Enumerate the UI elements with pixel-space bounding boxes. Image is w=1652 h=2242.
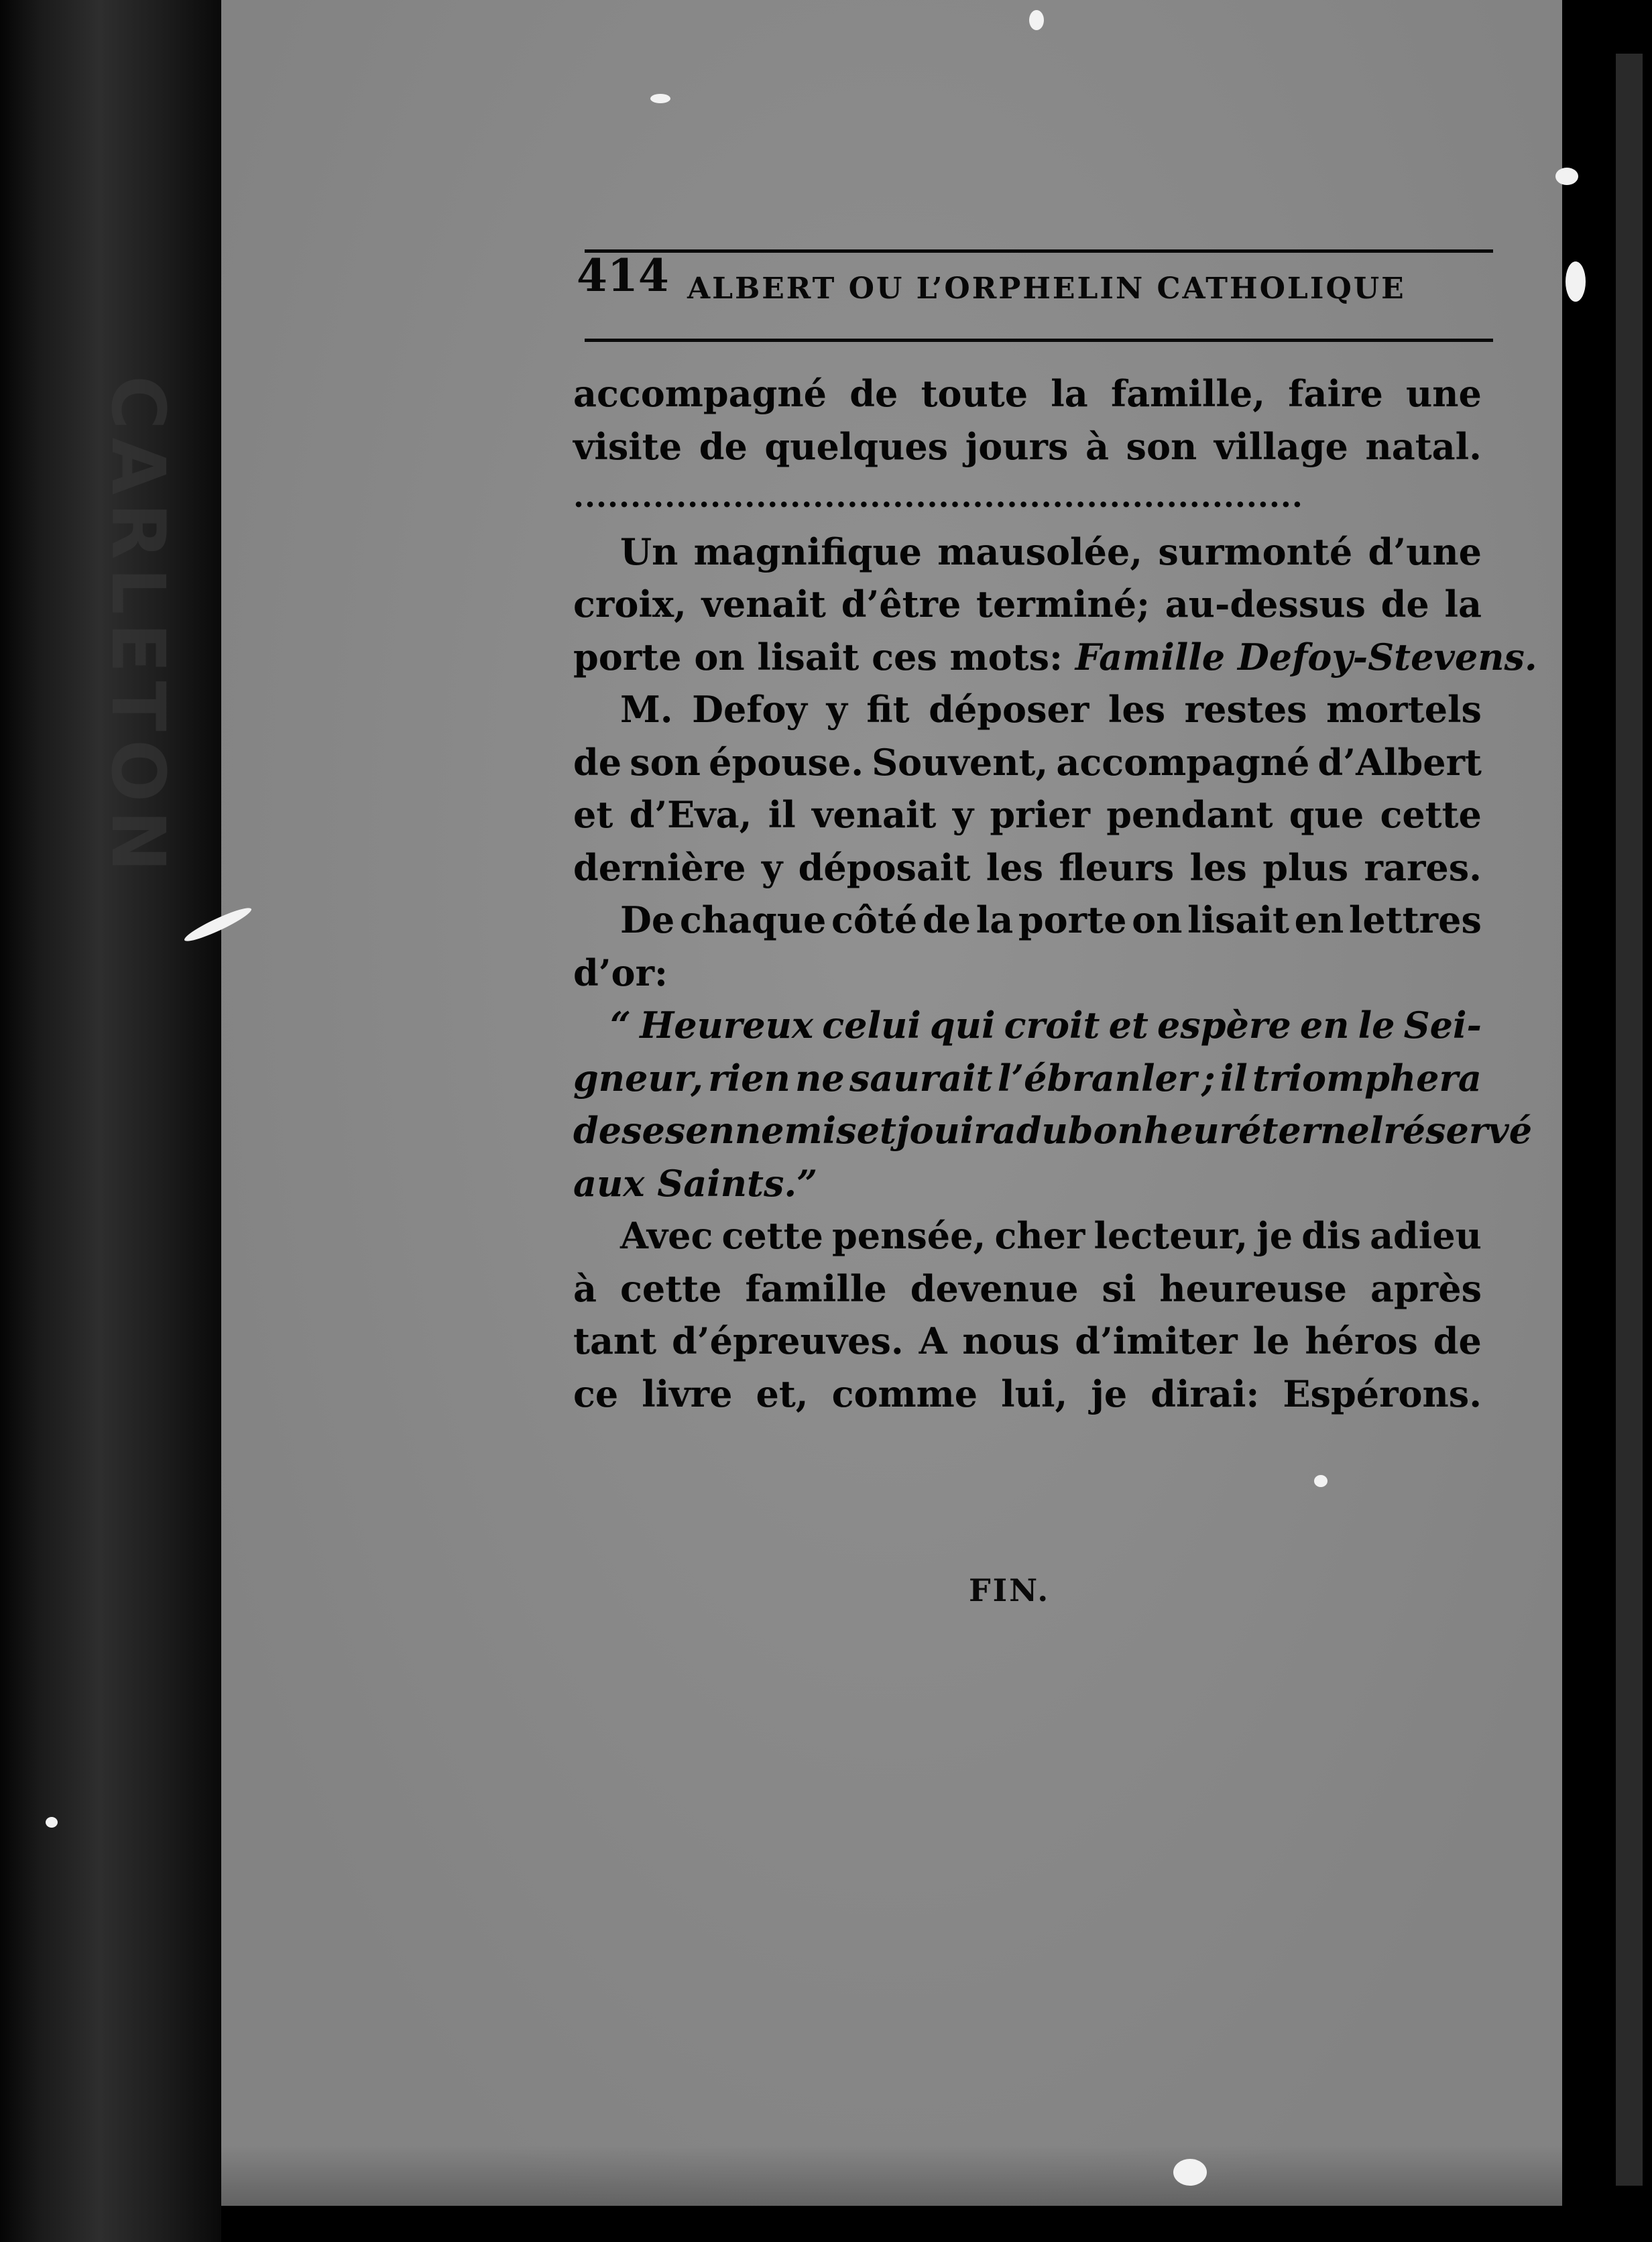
text-line: Un magnifique mausolée, surmonté d’une <box>620 530 1482 573</box>
text-line: croix, venait d’être terminé; au-dessus de la <box>573 583 1482 626</box>
body-text <box>573 367 1537 1420</box>
scan-speck <box>1555 168 1578 185</box>
text-line: visite de quelques jours à son village natal. <box>573 424 1482 468</box>
text-line: ce livre et, comme lui, je dirai: Espérons. <box>573 1372 1482 1415</box>
scan-speck <box>1173 2159 1207 2186</box>
adjacent-page-strip <box>1616 54 1643 2186</box>
text-line: tant d’épreuves. A nous d’imiter le héros de <box>573 1319 1482 1362</box>
spine-lettering: CARLETON <box>95 375 181 880</box>
book-spine <box>0 0 221 2242</box>
dotted-separator: ................................................................ <box>573 478 1303 514</box>
scan-speck <box>650 94 670 103</box>
text-line: d’or: <box>573 951 668 994</box>
scan-speck <box>1029 10 1044 30</box>
page-edge-bottom <box>221 2206 1652 2242</box>
text-line: à cette famille devenue si heureuse après <box>573 1266 1482 1310</box>
quotation-line: “ Heureux celui qui croit et espère en le Sei- <box>610 1004 1482 1047</box>
text-line: accompagné de toute la famille, faire une <box>573 372 1482 415</box>
page-number: 414 <box>577 249 669 302</box>
text-line: De chaque côté de la porte on lisait en lettres <box>620 898 1482 941</box>
scan-speck <box>1566 261 1586 302</box>
quotation-line: de ses ennemis et jouira du bonheur éternel réservé <box>573 1109 1533 1152</box>
text-line: Avec cette pensée, cher lecteur, je dis adieu <box>620 1214 1482 1257</box>
scan-speck <box>46 1817 58 1828</box>
quotation-line: gneur, rien ne saurait l’ébranler ; il triomphera <box>573 1056 1482 1100</box>
header-rule-bottom <box>585 339 1493 342</box>
header-rule-top <box>585 249 1493 253</box>
running-head: ALBERT OU L’ORPHELIN CATHOLIQUE <box>687 272 1406 306</box>
scan-speck <box>1314 1475 1328 1487</box>
family-name-italic: Famille Defoy-Stevens. <box>1075 635 1537 678</box>
text-line: de son épouse. Souvent, accompagné d’Albert <box>573 740 1482 784</box>
text-line: et d’Eva, il venait y prier pendant que cette <box>573 793 1482 836</box>
text-line: M. Defoy y fit déposer les restes mortels <box>620 688 1482 731</box>
text-line: dernière y déposait les fleurs les plus rares. <box>573 845 1482 889</box>
text-line: porte on lisait ces mots: Famille Defoy-Stevens. <box>573 635 1537 678</box>
quotation-line: aux Saints.” <box>573 1161 818 1205</box>
fin-label: FIN. <box>969 1572 1051 1608</box>
